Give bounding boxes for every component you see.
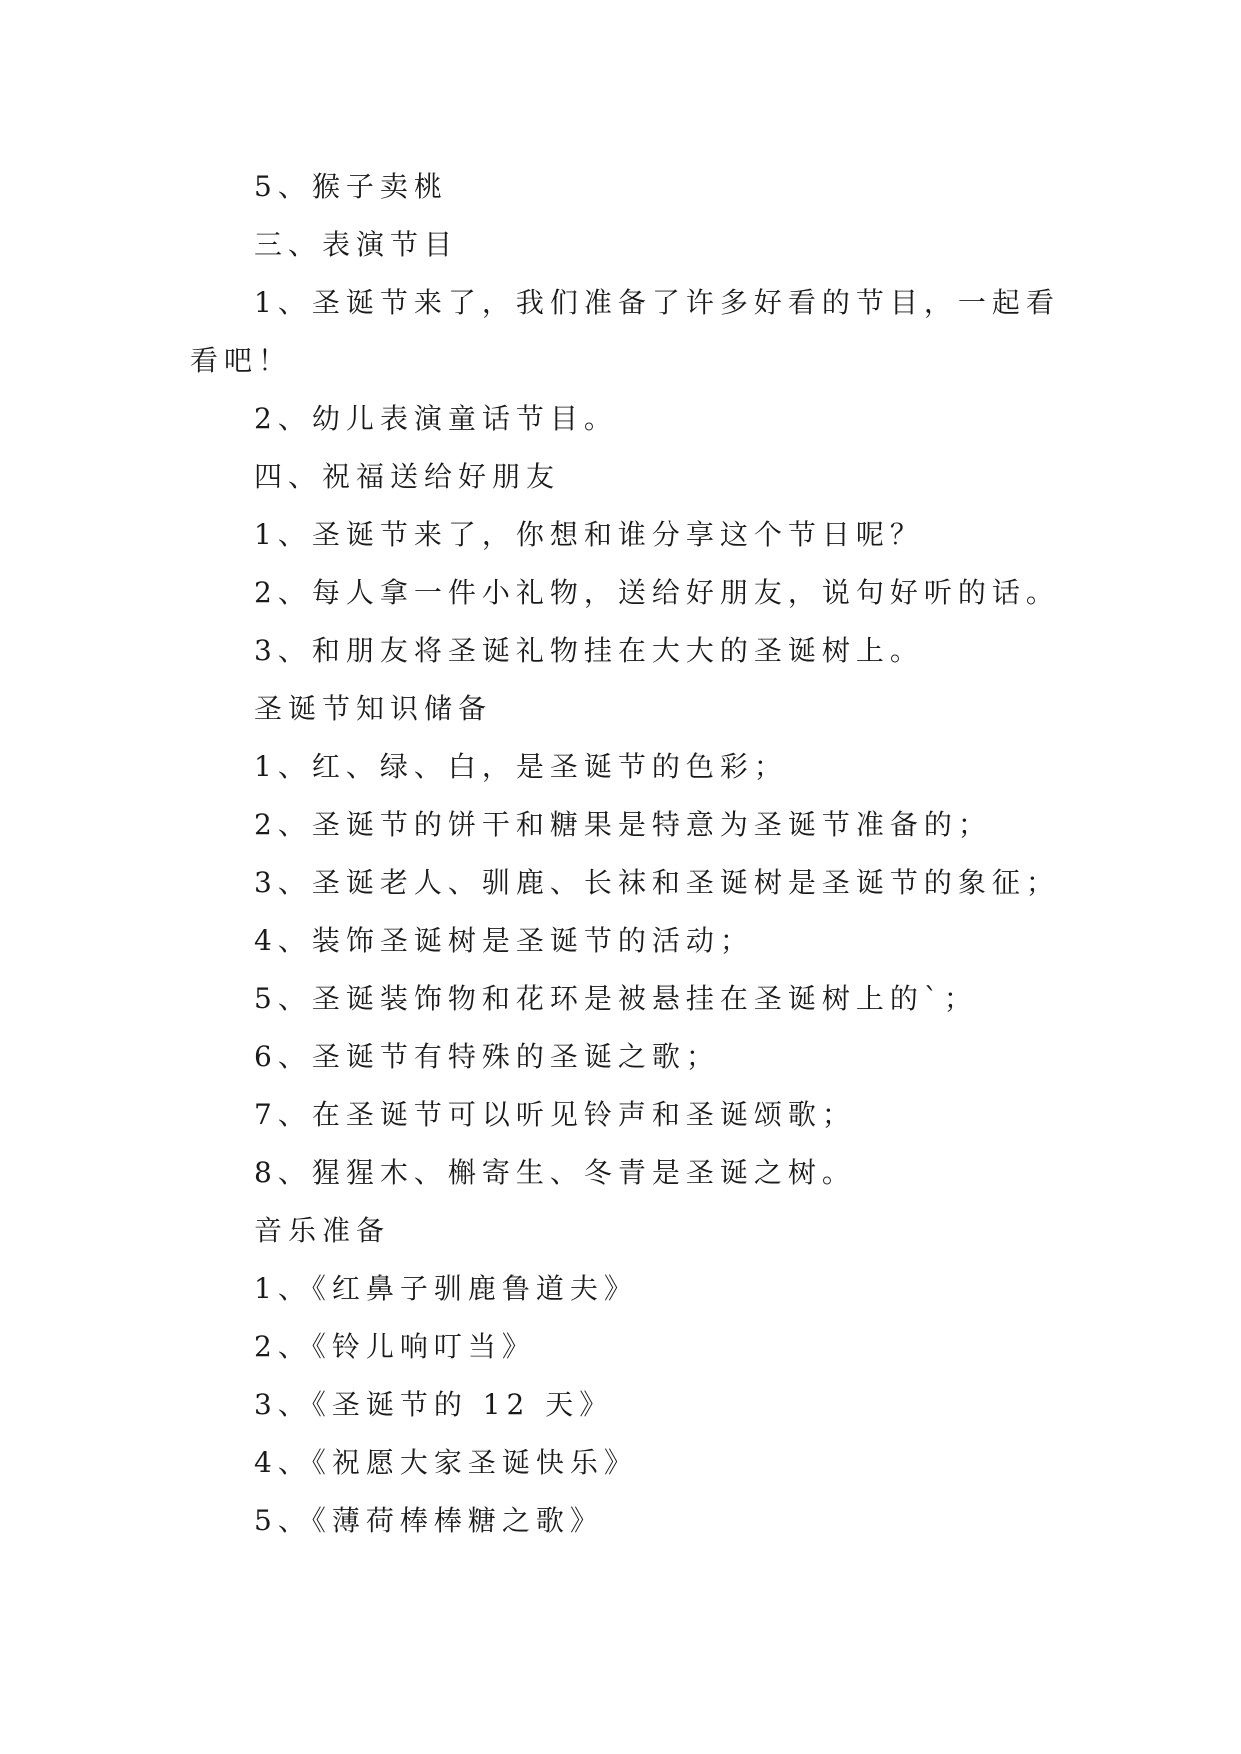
- list-item: 5、猴子卖桃: [254, 170, 448, 203]
- list-item: 4、《祝愿大家圣诞快乐》: [254, 1446, 638, 1479]
- list-item: 8、猩猩木、槲寄生、冬青是圣诞之树。: [254, 1156, 856, 1189]
- list-item: 5、圣诞装饰物和花环是被悬挂在圣诞树上的`；: [254, 982, 978, 1015]
- list-item: 2、《铃儿响叮当》: [254, 1330, 536, 1363]
- list-item: 1、圣诞节来了，你想和谁分享这个节日呢？: [254, 518, 924, 551]
- section-heading: 四、祝福送给好朋友: [254, 460, 561, 493]
- list-item: 6、圣诞节有特殊的圣诞之歌；: [254, 1040, 720, 1073]
- section-heading: 圣诞节知识储备: [254, 692, 493, 725]
- list-item-continuation: 看吧！: [190, 344, 293, 377]
- list-item: 2、幼儿表演童话节目。: [254, 402, 618, 435]
- list-item: 3、《圣诞节的 12 天》: [254, 1388, 614, 1421]
- list-item: 2、每人拿一件小礼物，送给好朋友，说句好听的话。: [254, 576, 1060, 609]
- list-item: 1、红、绿、白，是圣诞节的色彩；: [254, 750, 788, 783]
- list-item: 1、圣诞节来了，我们准备了许多好看的节目，一起看: [254, 286, 1060, 319]
- list-item: 4、装饰圣诞树是圣诞节的活动；: [254, 924, 754, 957]
- list-item: 5、《薄荷棒棒糖之歌》: [254, 1504, 604, 1537]
- document-body: [190, 158, 1060, 1550]
- list-item: 3、圣诞老人、驯鹿、长袜和圣诞树是圣诞节的象征；: [254, 866, 1060, 899]
- list-item: 7、在圣诞节可以听见铃声和圣诞颂歌；: [254, 1098, 856, 1131]
- list-item: 1、《红鼻子驯鹿鲁道夫》: [254, 1272, 638, 1305]
- section-heading: 三、表演节目: [254, 228, 459, 261]
- list-item: 2、圣诞节的饼干和糖果是特意为圣诞节准备的；: [254, 808, 992, 841]
- list-item: 3、和朋友将圣诞礼物挂在大大的圣诞树上。: [254, 634, 924, 667]
- section-heading: 音乐准备: [254, 1214, 391, 1247]
